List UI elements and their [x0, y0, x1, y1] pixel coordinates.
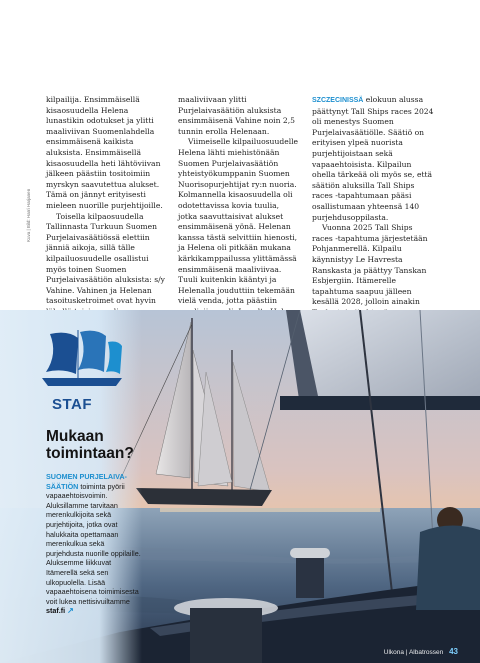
- paragraph: maaliviivaan ylitti Purjelaivasäätiön aluksista ensimmäisenä Vahine noin 2,5 tunnin erolla Helenaan.: [178, 95, 295, 136]
- footer-section: Ulkona: [383, 649, 404, 656]
- sun-reflection: [160, 508, 380, 512]
- page-number: 43: [449, 647, 458, 656]
- paragraph: Toisella kilpaosuudella Tallinnasta Turkuun Suomen Purjelaivasäätiössä elettiin jänniä aikoja, sillä tälle kilpailuosuudelle osallistui myös toinen Suomen Purjelaivasäätiön aluksista: s/y Vahine. Vahinen ja Helenan tasoitusketroimet ovat hyvin: [46, 211, 165, 306]
- logo-text: STAF: [52, 396, 93, 413]
- sailing-ship-logo-icon: [38, 328, 124, 390]
- end-mark-icon: ↗: [67, 606, 74, 616]
- paragraph: kilpailija. Ensimmäisellä kisaosuudella Helena lunastikin odotukset ja ylitti maaliviivan Suomenlahdella ensimmäisenä kaikista aluksista. Ensimmäisellä kisaosuudella heti lähtöviivan jälkeen päästiin tositoimiin myrskyn saavutettua alukset. Tämä on jännyt erityisesti mieleen nuorille purjehtijoille.: [46, 95, 163, 210]
- sidebar-body: [46, 472, 142, 616]
- website-link[interactable]: staf.fi: [46, 606, 66, 616]
- article-column-2: [178, 95, 300, 339]
- sidebar-panel: [0, 310, 142, 663]
- paragraph: Viimeiselle kilpailuosuudelle Helena lähti miehistönään Suomen Purjelaivasäätiön yhteistyökumppanin Suomen Nuorisopurjehtijat ry:n nuoria. Kolmannella kisaosuudella oli odotettavissa kovia tuulia, jotka saavuttaisivat alukset ensimmäisenä yönä. Helenan kanssa tästä selvittiin hienosti, ja Helena oli pitkään mukana kärkikamppailussa ylittämässä ensimmäisenä maaliviivaa. Tuuli kuitenkin kääntyi ja Helenalla jouduttiin tekemään vielä venda, jotta päästiin: [178, 137, 299, 306]
- footer-magazine: Albatrossen: [408, 649, 444, 656]
- paragraph-text: Vuonna 2025 Tall Ships races -tapahtuma järjestetään Pohjanmerellä. Kilpailu käynnistyy Le Havresta Ranskasta ja päättyy Tanskan Esbjergiin. Itämerelle tapahtuma saapuu jälleen kesällä 2028, jolloin ainakin: [312, 223, 428, 307]
- sidebar-title: Mukaan toimintaan?: [46, 428, 134, 462]
- section-kicker: SZCZECINISSÄ: [312, 97, 364, 104]
- paragraph: [312, 95, 434, 223]
- sidebar-text: toiminta pyörii vapaaehtoisvoimin. Aluksillamme tarvitaan merenkulkijoita sekä purjehtijoita, jotka ovat halukkaita opettamaan merenkulkua sekä purjehdusta nuorille oppilaille. Aluksemme liikkuvat Itämerellä sekä sen ulkopuolella. Lisää vapaaehtoisena toimimisesta voit lukea nettisivuiltamme: [46, 481, 141, 606]
- sidebar-highlight: SUOMEN PURJELAIVASÄÄTIÖN: [46, 472, 127, 491]
- paragraph-text: elokuun alussa päättynyt Tall Ships races 2024 oli menestys Suomen Purjelaivasäätiölle. Säätiö on erityisen ylpeä nuorista purjehtijoistaan sekä vapaaehtoisista. Kilpailun ohella tärkeää oli myös se, että säätiön aluksilla Tall Ships races -tapahtumaan pääsi osallistumaan yhteensä 140 purjehdusoppilasta.: [312, 95, 434, 222]
- page-footer: Ulkona | Albatrossen 43: [383, 647, 458, 656]
- photo-credit: Kuva | Bild: Harri Harjanen: [26, 188, 31, 242]
- sailing-photo: [0, 310, 480, 663]
- article-column-3: [312, 95, 434, 329]
- article-text-area: [0, 0, 480, 310]
